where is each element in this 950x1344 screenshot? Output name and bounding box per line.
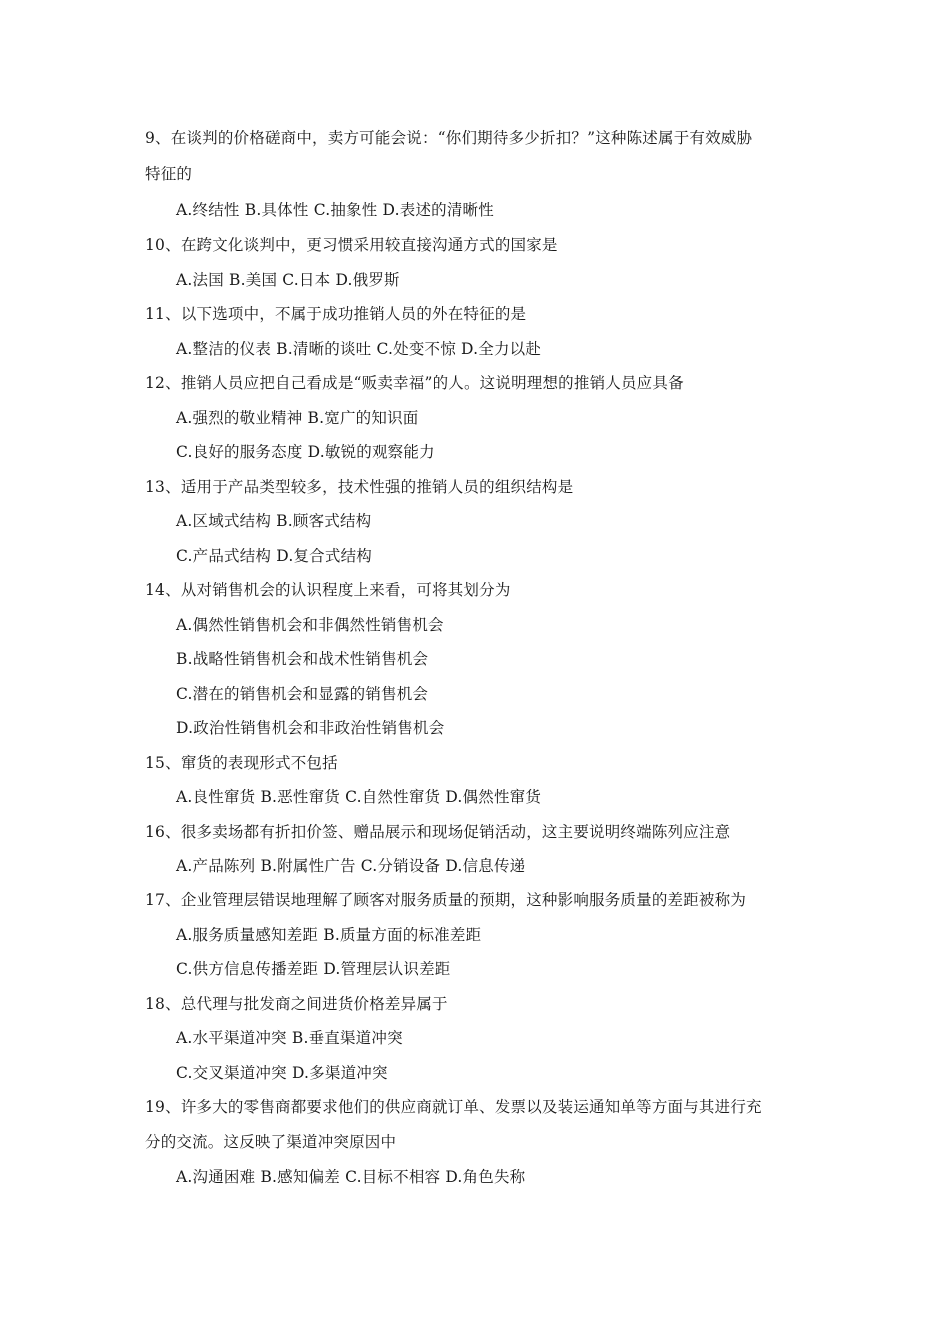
question-11-stem: 11、以下选项中，不属于成功推销人员的外在特征的是 [145,305,527,323]
question-15-options: A.良性窜货 B.恶性窜货 C.自然性窜货 D.偶然性窜货 [176,788,542,806]
question-18-options-1: A.水平渠道冲突 B.垂直渠道冲突 [176,1029,403,1047]
question-19-options: A.沟通困难 B.感知偏差 C.目标不相容 D.角色失称 [176,1168,526,1186]
question-9-stem: 9、在谈判的价格磋商中，卖方可能会说：“你们期待多少折扣？”这种陈述属于有效威胁 [145,129,753,147]
question-16-stem: 16、很多卖场都有折扣价签、赠品展示和现场促销活动，这主要说明终端陈列应注意 [145,823,731,841]
question-12-options-2: C.良好的服务态度 D.敏锐的观察能力 [176,443,435,461]
question-13-options-2: C.产品式结构 D.复合式结构 [176,547,372,565]
question-10-options: A.法国 B.美国 C.日本 D.俄罗斯 [176,271,400,289]
question-9-stem-continued: 特征的 [145,165,193,183]
question-19-stem: 19、许多大的零售商都要求他们的供应商就订单、发票以及装运通知单等方面与其进行充 [145,1098,762,1116]
question-15-stem: 15、窜货的表现形式不包括 [145,754,338,772]
question-14-stem: 14、从对销售机会的认识程度上来看，可将其划分为 [145,581,511,599]
question-17-stem: 17、企业管理层错误地理解了顾客对服务质量的预期，这种影响服务质量的差距被称为 [145,891,747,909]
question-14-option-a: A.偶然性销售机会和非偶然性销售机会 [176,616,444,634]
question-12-options-1: A.强烈的敬业精神 B.宽广的知识面 [176,409,419,427]
question-9-options: A.终结性 B.具体性 C.抽象性 D.表述的清晰性 [176,201,494,219]
question-19-stem-continued: 分的交流。这反映了渠道冲突原因中 [145,1133,397,1151]
question-13-stem: 13、适用于产品类型较多，技术性强的推销人员的组织结构是 [145,478,574,496]
question-10-stem: 10、在跨文化谈判中，更习惯采用较直接沟通方式的国家是 [145,236,558,254]
question-12-stem: 12、推销人员应把自己看成是“贩卖幸福”的人。这说明理想的推销人员应具备 [145,374,684,392]
question-17-options-1: A.服务质量感知差距 B.质量方面的标准差距 [176,926,482,944]
question-13-options-1: A.区域式结构 B.顾客式结构 [176,512,372,530]
question-14-option-d: D.政治性销售机会和非政治性销售机会 [176,719,445,737]
question-18-stem: 18、总代理与批发商之间进货价格差异属于 [145,995,448,1013]
question-14-option-c: C.潜在的销售机会和显露的销售机会 [176,685,429,703]
question-18-options-2: C.交叉渠道冲突 D.多渠道冲突 [176,1064,388,1082]
question-14-option-b: B.战略性销售机会和战术性销售机会 [176,650,429,668]
question-11-options: A.整洁的仪表 B.清晰的谈吐 C.处变不惊 D.全力以赴 [176,340,542,358]
question-16-options: A.产品陈列 B.附属性广告 C.分销设备 D.信息传递 [176,857,526,875]
question-17-options-2: C.供方信息传播差距 D.管理层认识差距 [176,960,451,978]
